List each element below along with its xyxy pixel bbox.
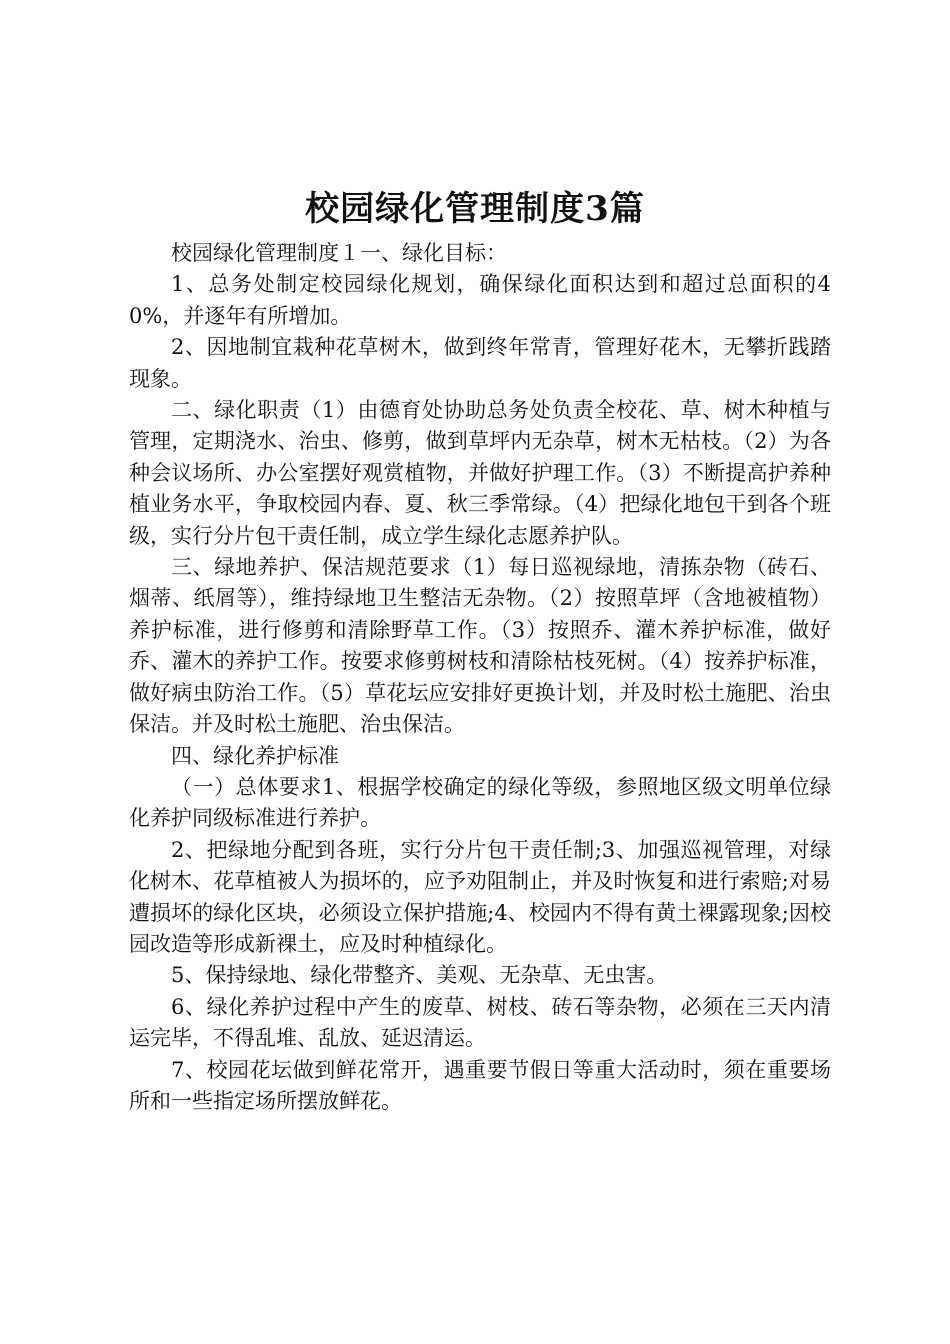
paragraph-8: 2、把绿地分配到各班，实行分片包干责任制;3、加强巡视管理，对绿化树木、花草植被人为损坏的，应予劝阻制止，并及时恢复和进行索赔;对易遭损坏的绿化区块，必须设立保护措施;4、校园内不得有黄土裸露现象;因校园改造等形成新裸土，应及时种植绿化。: [129, 837, 831, 956]
paragraph-1: 校园绿化管理制度１一、绿化目标：: [171, 241, 507, 265]
document-body: [129, 238, 831, 1117]
paragraph-9: 5、保持绿地、绿化带整齐、美观、无杂草、无虫害。: [171, 963, 668, 988]
paragraph-10: 6、绿化养护过程中产生的废草、树枝、砖石等杂物，必须在三天内清运完毕，不得乱堆、乱放、延迟清运。: [129, 994, 831, 1051]
paragraph-4: 二、绿化职责（1）由德育处协助总务处负责全校花、草、树木种植与管理，定期浇水、治虫、修剪，做到草坪内无杂草，树木无枯枝。（2）为各种会议场所、办公室摆好观赏植物，并做好护理工作。（3）不断提高护养种植业务水平，争取校园内春、夏、秋三季常绿。（4）把绿化地包干到各个班级，实行分片包干责任制，成立学生绿化志愿养护队。: [129, 398, 831, 548]
paragraph-7: （一）总体要求1、根据学校确定的绿化等级，参照地区级文明单位绿化养护同级标准进行养护。: [129, 774, 831, 831]
paragraph-11: 7、校园花坛做到鲜花常开，遇重要节假日等重大活动时，须在重要场所和一些指定场所摆放鲜花。: [129, 1057, 831, 1113]
paragraph-3: 2、因地制宜栽种花草树木，做到终年常青，管理好花木，无攀折践踏现象。: [129, 335, 831, 391]
document-title: 校园绿化管理制度3篇: [305, 189, 645, 229]
paragraph-5: 三、绿地养护、保洁规范要求（1）每日巡视绿地，清拣杂物（砖石、烟蒂、纸屑等），维持绿地卫生整洁无杂物。（2）按照草坪（含地被植物）养护标准，进行修剪和清除野草工作。（3）按照乔、灌木养护标准，做好乔、灌木的养护工作。按要求修剪树枝和清除枯枝死树。（4）按养护标准，做好病虫防治工作。（5）草花坛应安排好更换计划，并及时松土施肥、治虫保洁。并及时松土施肥、治虫保洁。: [129, 555, 831, 737]
paragraph-2: 1、总务处制定校园绿化规划，确保绿化面积达到和超过总面积的40%，并逐年有所增加。: [129, 272, 831, 328]
paragraph-6: 四、绿化养护标准: [171, 743, 339, 768]
